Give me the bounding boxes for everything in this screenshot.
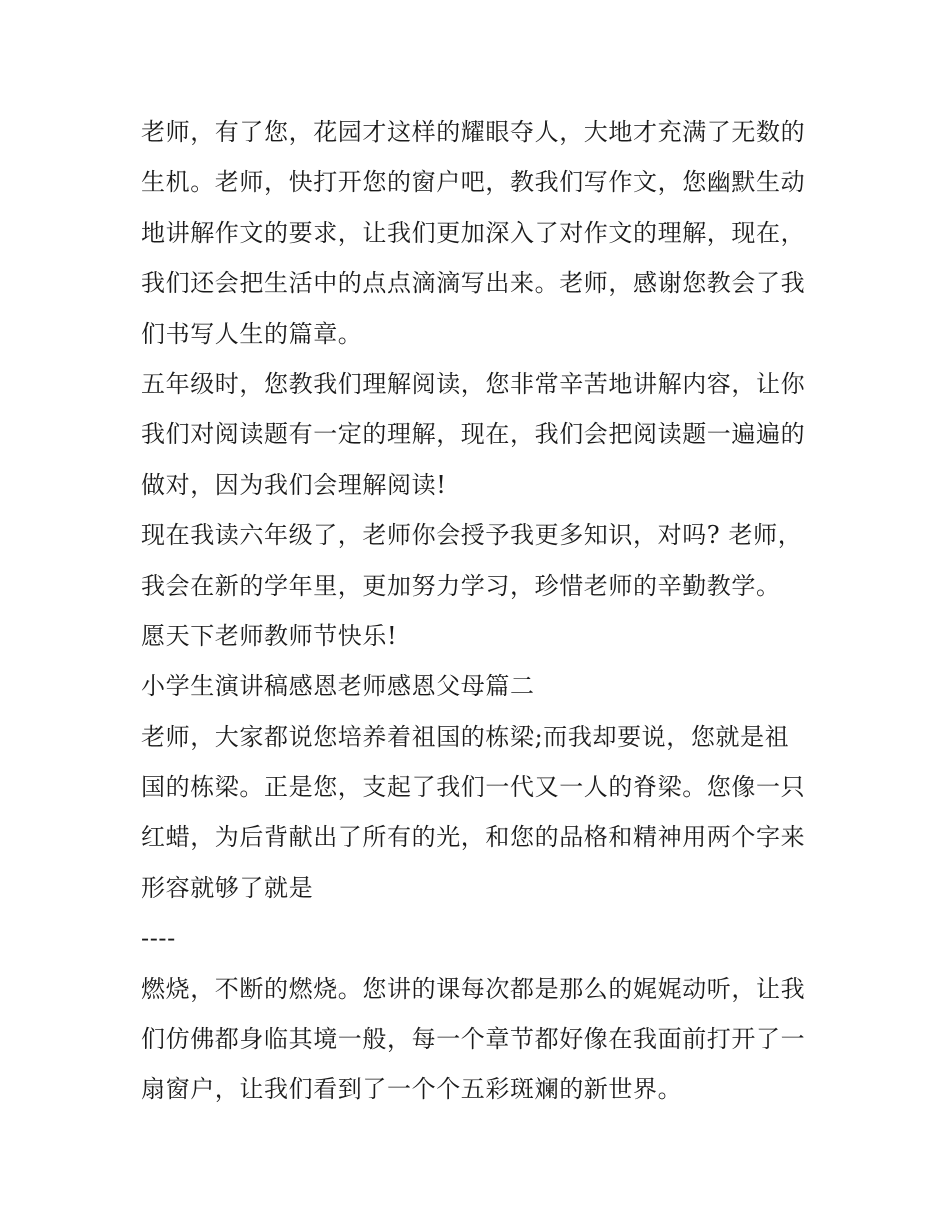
text-line: 红蜡，为后背献出了所有的光，和您的品格和精神用两个字来 (141, 823, 806, 852)
text-line: 我们对阅读题有一定的理解，现在，我们会把阅读题一遍遍的 (141, 420, 806, 449)
text-line: 燃烧，不断的燃烧。您讲的课每次都是那么的娓娓动听，让我 (141, 974, 806, 1003)
text-line: 我们还会把生活中的点点滴滴写出来。老师，感谢您教会了我 (141, 269, 806, 298)
text-line: 地讲解作文的要求，让我们更加深入了对作文的理解，现在， (141, 218, 806, 247)
text-line: 国的栋梁。正是您，支起了我们一代又一人的脊梁。您像一只 (141, 773, 806, 802)
text-line: 们仿佛都身临其境一般，每一个章节都好像在我面前打开了一 (141, 1025, 806, 1054)
text-line: 们书写人生的篇章。 (141, 319, 363, 348)
text-line: 生机。老师，快打开您的窗户吧，教我们写作文，您幽默生动 (141, 168, 806, 197)
text-line: 老师，大家都说您培养着祖国的栋梁;而我却要说，您就是祖 (141, 722, 790, 751)
page-break-marker: ---- (141, 924, 176, 953)
text-line: 扇窗户，让我们看到了一个个五彩斑斓的新世界。 (141, 1075, 683, 1104)
text-line: 老师，有了您，花园才这样的耀眼夺人，大地才充满了无数的 (141, 118, 806, 146)
text-line: 五年级时，您教我们理解阅读，您非常辛苦地讲解内容，让你 (141, 369, 806, 398)
text-line: 做对，因为我们会理解阅读! (141, 470, 447, 499)
text-line: 我会在新的学年里，更加努力学习，珍惜老师的辛勤教学。 (141, 571, 781, 600)
section-heading: 小学生演讲稿感恩老师感恩父母篇二 (141, 672, 535, 701)
text-line: 形容就够了就是 (141, 873, 314, 902)
document-body (141, 107, 813, 1115)
text-line: 现在我读六年级了，老师你会授予我更多知识，对吗? 老师， (141, 521, 803, 550)
text-line: 愿天下老师教师节快乐! (141, 621, 398, 650)
